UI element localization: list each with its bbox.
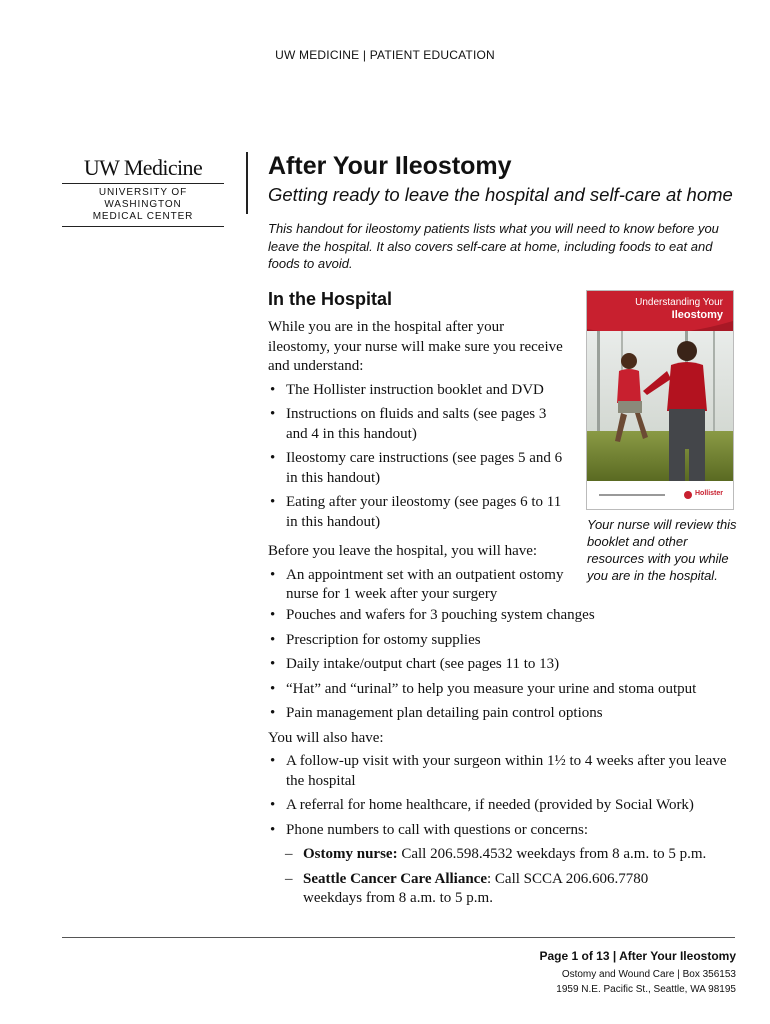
list-item: • Pain management plan detailing pain control options bbox=[268, 704, 748, 724]
paragraph-3: You will also have: bbox=[268, 729, 384, 746]
paragraph-2: Before you leave the hospital, you will have: bbox=[268, 543, 538, 559]
contact-text: : Call SCCA 206.606.7780 weekdays from 8 a.m. to 5 p.m. bbox=[303, 870, 649, 906]
list-hospital-items bbox=[268, 381, 568, 533]
left-column bbox=[268, 318, 568, 610]
booklet-illustration bbox=[587, 291, 733, 509]
logo-wordmark: UW Medicine bbox=[83, 155, 203, 180]
contact-scca bbox=[268, 870, 688, 909]
booklet-title-line-2: Ileostomy bbox=[671, 309, 723, 321]
footer-address bbox=[556, 967, 736, 997]
list-item: • The Hollister instruction booklet and DVD bbox=[268, 381, 568, 401]
logo-divider-bottom bbox=[62, 226, 224, 227]
page-title: After Your Ileostomy bbox=[268, 152, 512, 180]
list-item: • Phone numbers to call with questions or concerns: bbox=[268, 821, 728, 841]
contact-text: Call 206.598.4532 weekdays from 8 a.m. to 5 p.m. bbox=[397, 846, 707, 862]
paragraph-1: While you are in the hospital after your ileostomy, your nurse will make sure you receive and understand: bbox=[268, 319, 563, 374]
list-item: • An appointment set with an outpatient ostomy nurse for 1 week after your surgery bbox=[268, 566, 568, 605]
list-item: • A follow-up visit with your surgeon within 1½ to 4 weeks after you leave the hospital bbox=[268, 752, 728, 791]
booklet-caption: Your nurse will review this booklet and other resources with you while you are in the hospital. bbox=[587, 517, 737, 583]
list-appointment bbox=[268, 566, 568, 605]
list-discharge-items bbox=[268, 606, 748, 724]
footer-page-number: Page 1 of 13 | After Your Ileostomy bbox=[539, 949, 736, 963]
list-item: • Daily intake/output chart (see pages 11 to 13) bbox=[268, 655, 748, 675]
list-item: • A referral for home healthcare, if needed (provided by Social Work) bbox=[268, 796, 728, 816]
logo-line-1: UNIVERSITY OF WASHINGTON bbox=[98, 187, 188, 210]
logo-divider bbox=[62, 183, 224, 184]
title-divider bbox=[246, 152, 248, 214]
contact-label: Ostomy nurse: bbox=[303, 846, 398, 862]
section-heading: In the Hospital bbox=[268, 289, 393, 309]
list-item: • Eating after your ileostomy (see pages 6 to 11 in this handout) bbox=[268, 493, 568, 532]
logo-line-2: MEDICAL CENTER bbox=[92, 211, 194, 222]
page-header: UW MEDICINE | PATIENT EDUCATION bbox=[275, 48, 495, 62]
booklet-title-line-1: Understanding Your bbox=[635, 297, 723, 308]
booklet-brand: Hollister bbox=[695, 490, 724, 497]
uw-medicine-logo bbox=[62, 157, 224, 227]
footer-address-line-1: Ostomy and Wound Care | Box 356153 bbox=[561, 969, 736, 980]
footer-divider bbox=[62, 937, 735, 938]
list-item: • Prescription for ostomy supplies bbox=[268, 631, 748, 651]
list-item: • Instructions on fluids and salts (see pages 3 and 4 in this handout) bbox=[268, 405, 568, 444]
contact-ostomy-nurse bbox=[268, 845, 728, 865]
list-item: • Pouches and wafers for 3 pouching system changes bbox=[268, 606, 748, 626]
footer-address-line-2: 1959 N.E. Pacific St., Seattle, WA 98195 bbox=[556, 984, 736, 995]
list-item: • “Hat” and “urinal” to help you measure your urine and stoma output bbox=[268, 680, 748, 700]
booklet-cover-image bbox=[586, 290, 734, 510]
intro-paragraph: This handout for ileostomy patients lists what you will need to know before you leave the hospital. It also covers self-care at home, including foods to eat and foods to avoid. bbox=[268, 221, 719, 271]
page-subtitle: Getting ready to leave the hospital and self-care at home bbox=[268, 184, 733, 205]
list-item: • Ileostomy care instructions (see pages 5 and 6 in this handout) bbox=[268, 449, 568, 488]
list-also-have bbox=[268, 752, 728, 840]
contact-label: Seattle Cancer Care Alliance bbox=[303, 870, 487, 887]
lower-column bbox=[268, 606, 748, 914]
contact-list bbox=[268, 845, 728, 909]
